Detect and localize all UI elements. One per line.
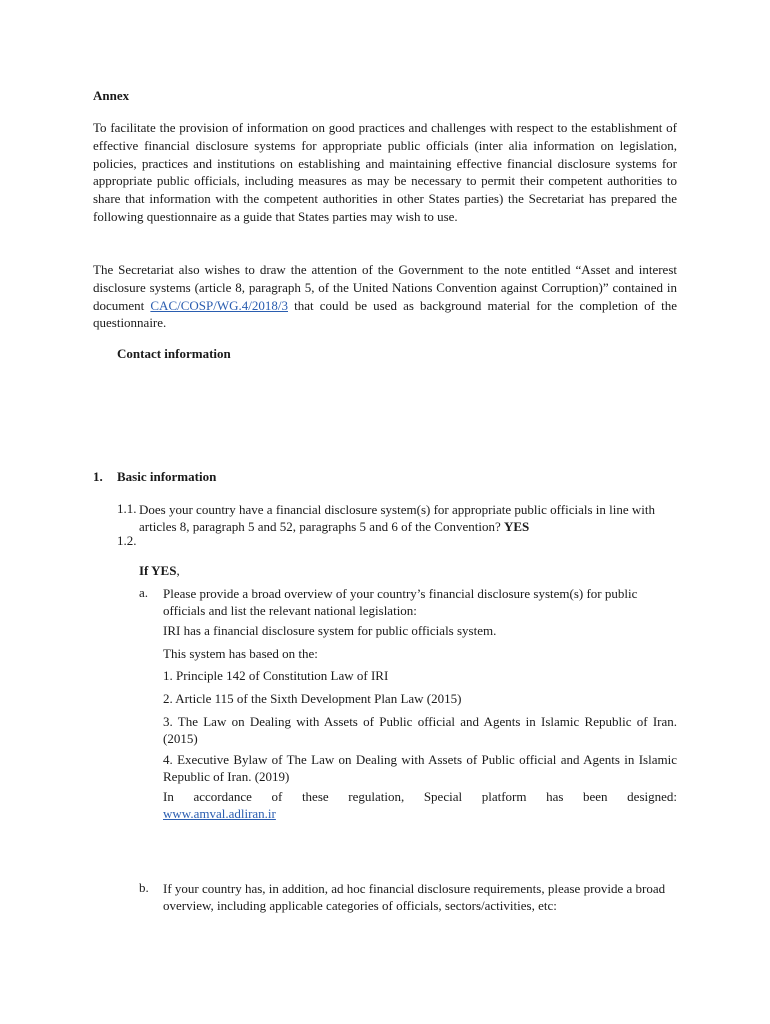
item-a-based-on: This system has based on the: — [163, 646, 318, 661]
question-1-1 — [139, 501, 677, 535]
question-1-1-number: 1.1. — [117, 501, 137, 516]
law-item: 4. Executive Bylaw of The Law on Dealing with Assets of Public official and Agents in Islamic Republic of Iran. (2019) — [163, 752, 677, 784]
item-b-marker: b. — [139, 880, 149, 895]
section-number: 1. — [93, 469, 103, 484]
intro-paragraph: To facilitate the provision of information on good practices and challenges with respect to the establishment of effective financial disclosure systems for appropriate public officials (inter alia information on legislation, policies, practices and institutions on establishing and maintaining effective financial disclosure systems for appropriate public officials, including measures as may be necessary to permit their competent authorities to share that information with the competent authorities in other States parties) the Secretariat has prepared the following questionnaire as a guide that States parties may wish to use. — [93, 120, 677, 224]
attention-text-after-link: that could be used as background material for the completion of the questionnaire. — [93, 297, 677, 331]
platform-link[interactable]: www.amval.adliran.ir — [163, 806, 276, 821]
law-item: 1. Principle 142 of Constitution Law of IRI — [163, 668, 389, 683]
question-1-1-answer: YES — [503, 519, 530, 534]
document-link[interactable]: CAC/COSP/WG.4/2018/3 — [150, 297, 288, 313]
question-1-2-number: 1.2. — [117, 533, 137, 548]
platform-text: In accordance of these regulation, Special platform has been designed: — [163, 789, 677, 804]
contact-information-heading: Contact information — [117, 346, 231, 361]
attention-paragraph — [93, 261, 677, 332]
if-yes-comma: , — [176, 563, 180, 578]
if-yes-label: If YES — [139, 563, 177, 578]
item-b-question: If your country has, in addition, ad hoc financial disclosure requirements, please provide a broad overview, including applicable categories of officials, sectors/activities, etc: — [163, 881, 666, 913]
item-a-answer-intro: IRI has a financial disclosure system for public officials system. — [163, 623, 497, 638]
question-1-1-text: Does your country have a financial disclosure system(s) for appropriate public officials in line with articles 8, paragraph 5 and 52, paragraphs 5 and 6 of the Convention? — [139, 502, 656, 534]
annex-heading: Annex — [93, 88, 130, 103]
item-a-marker: a. — [139, 585, 149, 600]
attention-text-before-link: The Secretariat also wishes to draw the attention of the Government to the note entitled “Asset and interest disclosure systems (article 8, paragraph 5, of the United Nations Convention against Corruption)” contained in document — [93, 262, 677, 313]
law-item: 3. The Law on Dealing with Assets of Public official and Agents in Islamic Republic of Iran. (2015) — [163, 714, 677, 746]
basic-information-heading: Basic information — [117, 469, 217, 484]
item-a-question: Please provide a broad overview of your country’s financial disclosure system(s) for public officials and list the relevant national legislation: — [163, 586, 638, 618]
law-item: 2. Article 115 of the Sixth Development Plan Law (2015) — [163, 691, 462, 706]
if-yes-line — [139, 563, 180, 579]
